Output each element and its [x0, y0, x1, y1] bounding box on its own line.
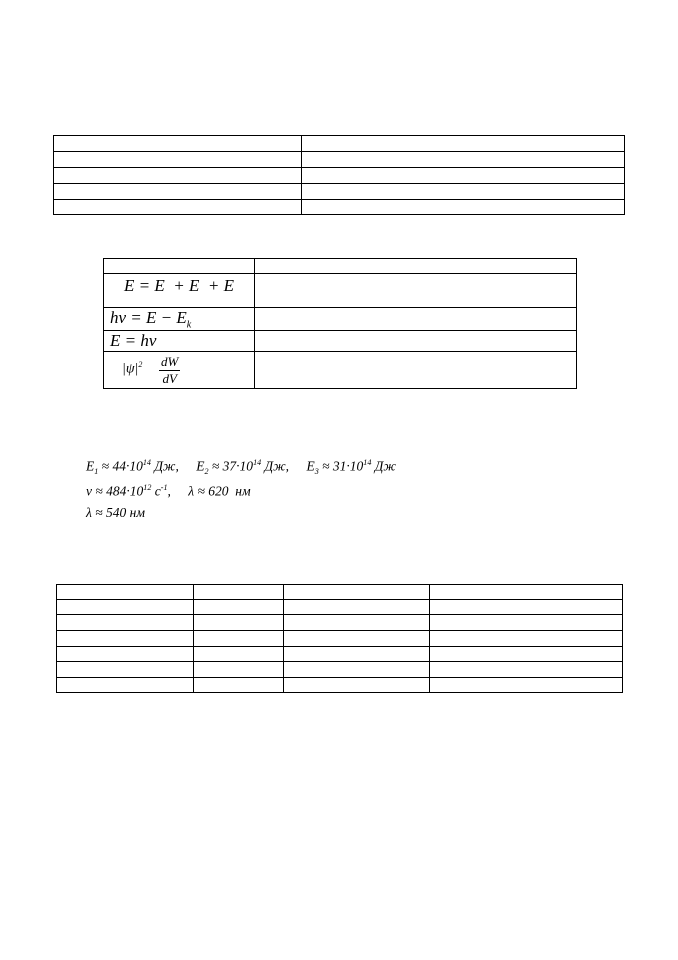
formula-energy-sum: E = E + E + E	[124, 276, 234, 295]
table-row	[104, 259, 577, 274]
table-row	[104, 331, 577, 352]
table-row	[54, 184, 625, 200]
table-row	[104, 308, 577, 331]
table-row	[54, 136, 625, 152]
frequency-results-line: $\nu \approx 484\cdot 10^{12}$ $с^{-1}$, λ ≈ 620 нм	[86, 483, 251, 499]
table-row	[104, 274, 577, 308]
table-row	[104, 352, 577, 389]
formula-table	[103, 258, 577, 389]
fraction-dw-dv: dW dV	[161, 354, 179, 386]
formula-photon-transition: $h\nu = E - E_k$	[110, 308, 192, 331]
table-row	[54, 152, 625, 168]
energy-results-line: $E_1 \approx 44\cdot 10^{14}$ Дж, $E_2 \approx 37\cdot 10^{14}$ Дж, $E_3 \approx 31\cdot 10^{14}$ Дж	[86, 458, 396, 477]
table-row	[57, 600, 623, 615]
table-row	[54, 168, 625, 184]
table-row	[57, 585, 623, 600]
table-row	[54, 200, 625, 215]
table-row	[57, 662, 623, 678]
formula-cell	[104, 274, 255, 308]
wavelength-result-line: λ ≈ 540 нм	[86, 505, 145, 520]
table-3	[56, 584, 623, 693]
formula-cell	[104, 352, 255, 389]
table-row	[57, 631, 623, 647]
formula-cell	[104, 308, 255, 331]
formula-cell	[104, 331, 255, 352]
table-1	[53, 135, 625, 215]
table-row	[57, 615, 623, 631]
formula-probability-density: $|\psi|^2$	[122, 360, 143, 377]
formula-photon-energy: E = hν	[110, 331, 157, 350]
table-row	[57, 647, 623, 662]
table-row	[57, 678, 623, 693]
